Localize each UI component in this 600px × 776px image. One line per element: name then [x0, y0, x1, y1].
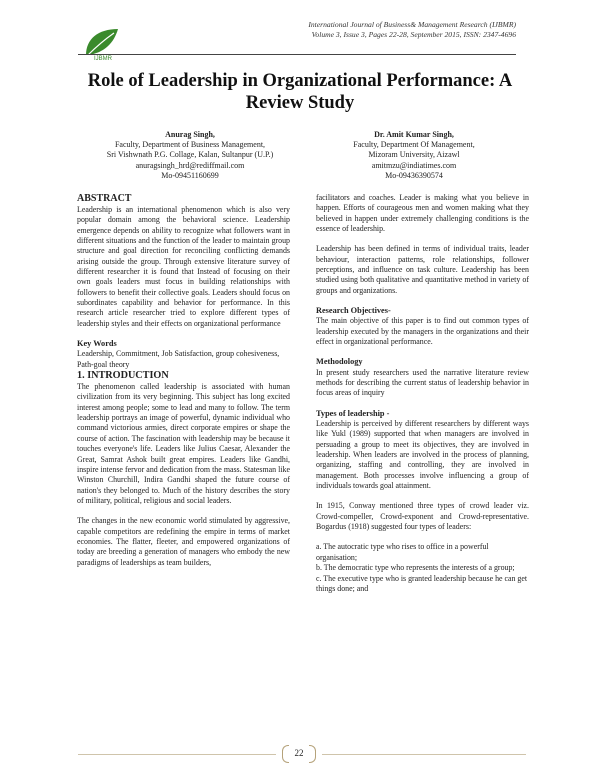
- methodology-heading: Methodology: [316, 357, 363, 367]
- author-name: Dr. Amit Kumar Singh,: [374, 130, 454, 139]
- right-column: [316, 193, 529, 594]
- author-institution: Sri Vishwnath P.G. Collage, Kalan, Sultanpur (U.P.): [106, 150, 274, 160]
- abstract-heading: ABSTRACT: [77, 193, 132, 204]
- journal-line-2: Volume 3, Issue 3, Pages 22-28, September 2015, ISSN: 2347-4696: [311, 30, 516, 39]
- list-item-c: c. The executive type who is granted leadership because he can get things done; and: [316, 573, 528, 593]
- abstract-text: Leadership is an international phenomenon which is also very popular domain among the behavioral science. Leadership emergence depends on ability to recognize what followers want in different situations and the function of the leader to maintain group structure and goal direction for reconciling conflicting demands arising outside the group. Through extensive literature survey of different researcher it is found that Instead of focusing on their own goals leaders must focus in building relationships with followers to benefit their collective goals. Leaders should focus on subordinates capability and behavior for performance. In this research article researcher tried to explore different types of leadership styles and their effects on organizational performance: [77, 205, 290, 328]
- types-text: Leadership is perceived by different researchers by different ways like Yukl (1989) supported that when managers are involved in persuading a group to meet its objectives, they are involved in leadership. When leaders are involved in the process of planning, organizing, staffing and controlling, they are involved in management. Both processes involve influencing a group of individuals towards goal attainment.: [316, 419, 529, 491]
- author-name: Anurag Singh,: [165, 130, 215, 139]
- intro-paragraph-2: The changes in the new economic world stimulated by aggressive, capable competitors are redefining the empire in terms of market economies. The flatter, fleeter, and empowered organizations of today are breeding a generation of managers who embody the new paradigms of leaderships as team builders,: [77, 516, 290, 567]
- author-1: [60, 130, 320, 181]
- title-line-1: Role of Leadership in Organizational Performance: A: [87, 71, 513, 91]
- bracket-right-icon: [309, 745, 316, 763]
- intro-paragraph-1: The phenomenon called leadership is associated with human civilization from its very beginning. This subject has long excited interest among people; some to lead and many to follow. The term leadership portrays an image of powerful, dynamic individual who command victorious armies, direct corporate empires or shape the course of action. The fascination with leadership may be because it touches everyone's life. Leaders like Julius Caesar, Alexander the Great, Samrat Ashok built great empires. Leaders like Gandhi, inspire intense fervor and dedication from the mass. Statesman like Winston Churchill, Indira Gandhi shaped the future course of nation's they belonged to. Much of the history describes the story of military, political, religious and social leaders.: [77, 382, 290, 505]
- journal-info: [308, 20, 516, 40]
- journal-line-1: International Journal of Business& Management Research (IJBMR): [308, 20, 516, 29]
- author-affiliation: Faculty, Department Of Management,: [353, 140, 475, 150]
- types-heading: Types of leadership -: [316, 408, 390, 418]
- conway-paragraph: In 1915, Conway mentioned three types of crowd leader viz. Crowd-compeller, Crowd-exponent and Crowd-representative. Bogardus (1918) suggested four types of leaders:: [316, 501, 529, 532]
- author-institution: Mizoram University, Aizawl: [368, 150, 460, 160]
- author-phone: Mo-09436390574: [385, 170, 443, 180]
- author-email: amitmzu@indiatimes.com: [371, 160, 457, 170]
- introduction-heading: 1. INTRODUCTION: [77, 370, 169, 382]
- right-paragraph-1: facilitators and coaches. Leader is making what you believe in happen. Efforts of courageous men and women making what they believed in happen under extremely challenging conditions is the essence of leadership.: [316, 193, 529, 234]
- list-item-a: a. The autocratic type who rises to office in a powerful organisation;: [316, 542, 489, 562]
- paper-title: [70, 70, 530, 114]
- page-number: 22: [294, 748, 304, 758]
- right-paragraph-2: Leadership has been defined in terms of individual traits, leader behaviour, interaction patterns, role relationships, follower perceptions, and influence on task culture. Leadership has been studied using both qualitative and quantitative method in variety of groups and organizations.: [316, 244, 529, 295]
- author-2: [284, 130, 544, 181]
- logo-text: IJBMR: [94, 56, 112, 61]
- author-phone: Mo-09451160699: [161, 170, 219, 180]
- methodology-text: In present study researchers used the narrative literature review methods for describing the current status of leadership behavior in focus areas of inquiry: [316, 367, 529, 398]
- footer-rule-right: [322, 754, 526, 755]
- author-affiliation: Faculty, Department of Business Management,: [114, 140, 266, 150]
- keywords-text: Leadership, Commitment, Job Satisfaction, group cohesiveness, Path-goal theory: [77, 349, 280, 369]
- footer-rule-left: [78, 754, 276, 755]
- title-line-2: Review Study: [245, 93, 355, 113]
- header-rule: [78, 54, 516, 55]
- author-email: anuragsingh_hrd@rediffmail.com: [135, 160, 245, 170]
- list-item-b: b. The democratic type who represents the interests of a group;: [316, 563, 515, 573]
- page-footer: [278, 745, 320, 763]
- research-objectives-heading: Research Objectives-: [316, 306, 391, 316]
- journal-logo: [80, 25, 128, 61]
- research-objectives-text: The main objective of this paper is to find out common types of leadership executed by the managers in the organizations and their effect in organizational performance.: [316, 316, 529, 347]
- left-column: [77, 193, 290, 568]
- keywords-heading: Key Words: [77, 339, 117, 349]
